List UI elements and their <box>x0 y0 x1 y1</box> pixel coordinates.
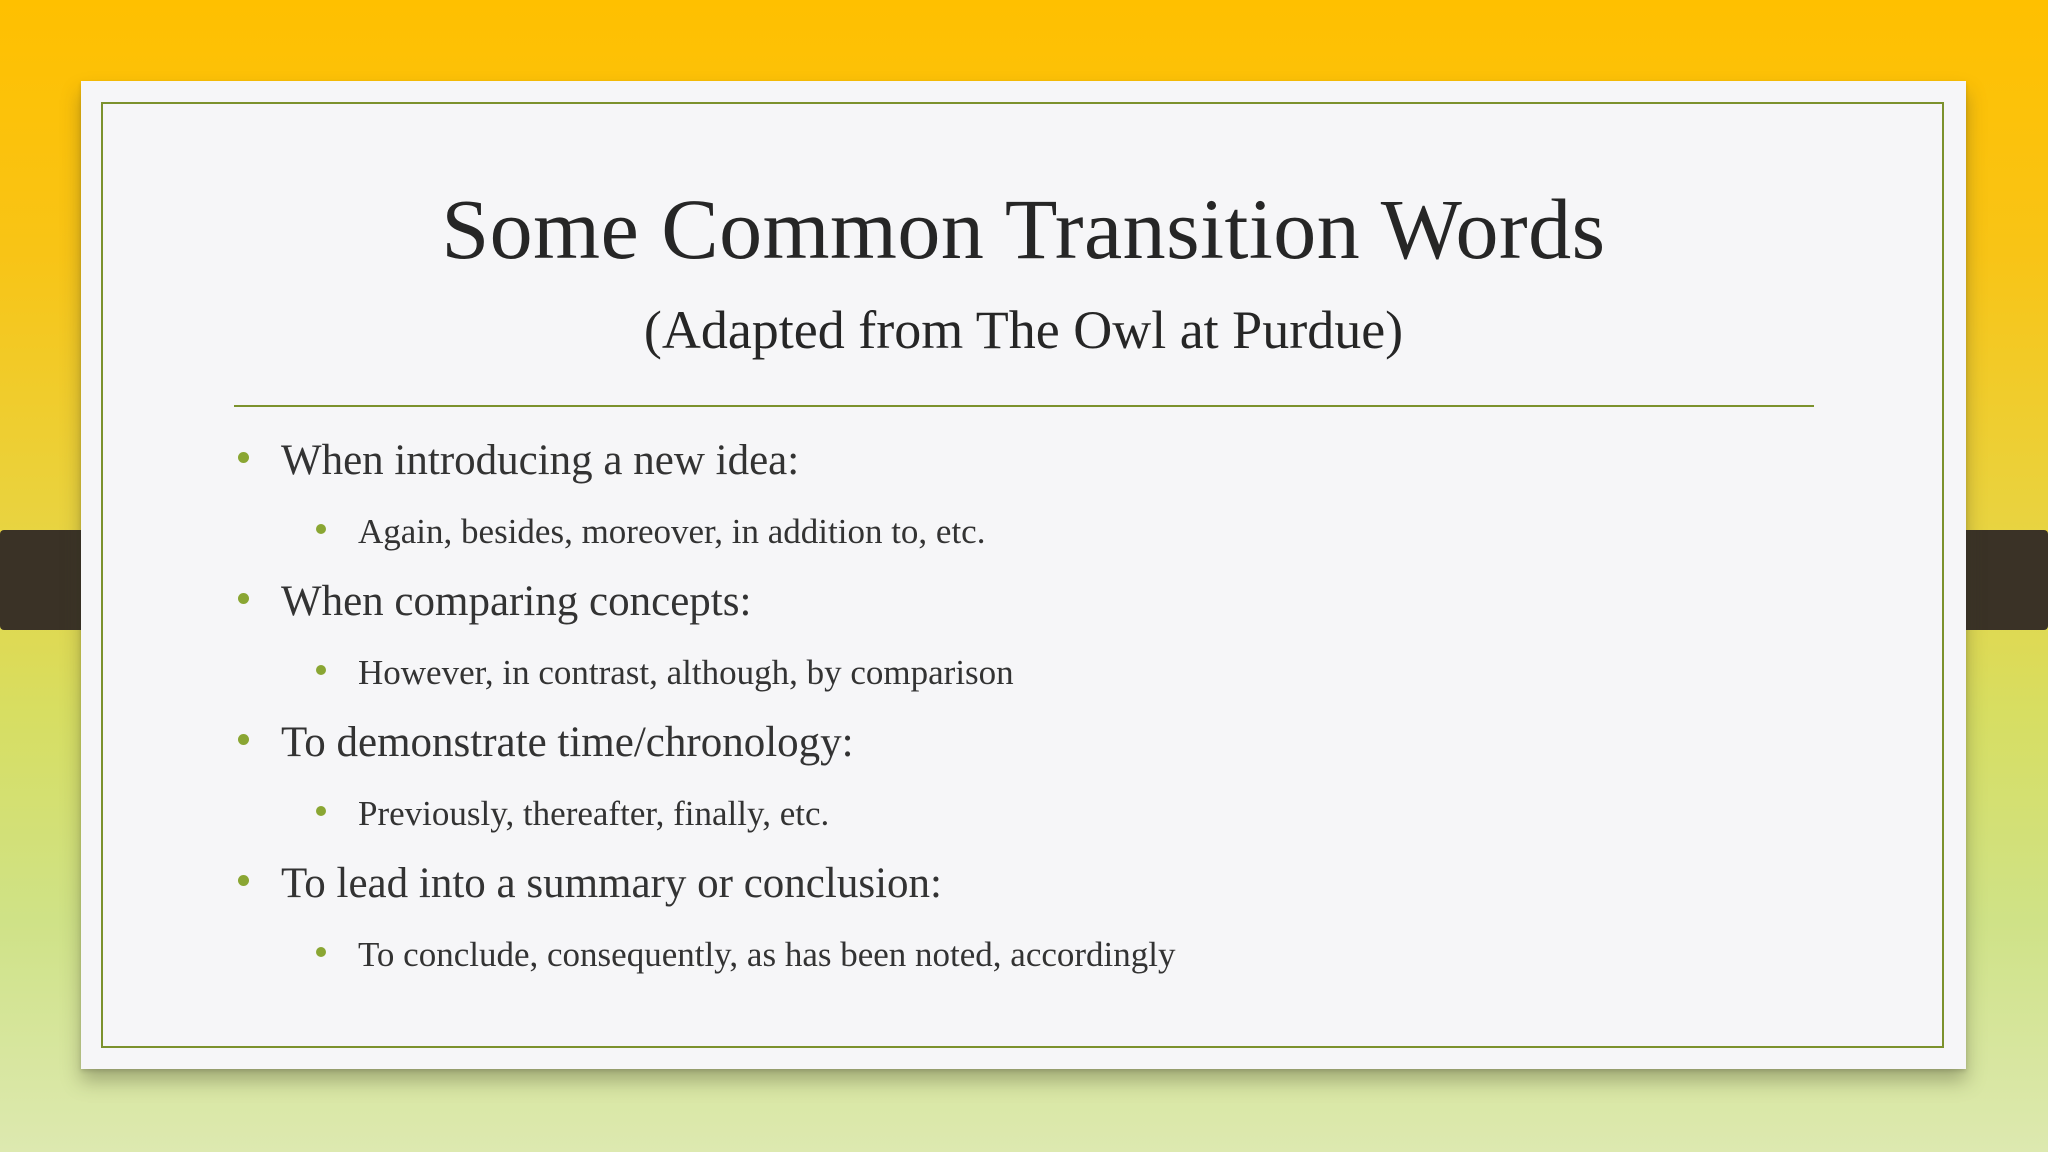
slide-title: Some Common Transition Words <box>441 181 1606 277</box>
list-item <box>234 496 1176 567</box>
bullet-icon <box>316 524 326 534</box>
list-item <box>234 919 1176 990</box>
bullet-text: To lead into a summary or conclusion: <box>281 860 942 907</box>
bullet-icon <box>238 452 249 463</box>
list-item <box>234 426 1176 496</box>
bullet-icon <box>316 806 326 816</box>
sub-bullet-text: Again, besides, moreover, in addition to, etc. <box>358 512 986 551</box>
bullet-icon <box>316 665 326 675</box>
title-divider <box>234 405 1814 407</box>
bullet-list <box>234 426 1176 990</box>
bullet-text: To demonstrate time/chronology: <box>281 719 854 766</box>
slide-card <box>81 81 1966 1069</box>
bullet-icon <box>238 875 249 886</box>
bullet-icon <box>238 593 249 604</box>
sub-bullet-text: Previously, thereafter, finally, etc. <box>358 794 830 833</box>
bullet-text: When comparing concepts: <box>281 578 752 625</box>
list-item <box>234 849 1176 919</box>
bullet-icon <box>316 947 326 957</box>
bullet-text: When introducing a new idea: <box>281 437 800 484</box>
list-item <box>234 708 1176 778</box>
list-item <box>234 778 1176 849</box>
slide-subtitle: (Adapted from The Owl at Purdue) <box>643 300 1404 360</box>
bullet-icon <box>238 734 249 745</box>
list-item <box>234 567 1176 637</box>
sub-bullet-text: To conclude, consequently, as has been noted, accordingly <box>358 935 1176 974</box>
sub-bullet-text: However, in contrast, although, by comparison <box>358 653 1014 692</box>
list-item <box>234 637 1176 708</box>
